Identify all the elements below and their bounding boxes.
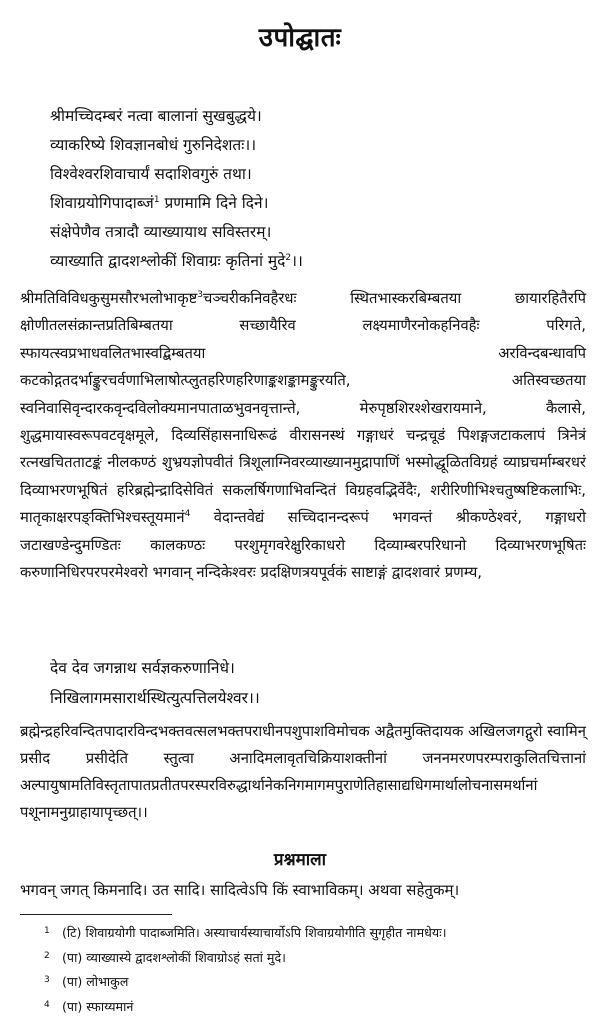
verse-text: व्याख्याति द्वादशश्लोकीं शिवाग्रः कृतिनां मुदे [50,252,286,270]
footnote-marker: 3 [197,290,203,301]
verse-line: व्याकरिष्ये शिवज्ञानबोधं गुरुनिदेशतः।। [50,136,257,154]
main-paragraph [20,285,586,586]
footnote-number: 3 [44,975,50,986]
footnotes [44,921,584,1019]
verse-line: देव देव जगन्नाथ सर्वज्ञकरुणानिधे। [50,659,235,677]
footnote [44,995,584,1020]
verse-line: निखिलागमसारार्थस्थित्युत्पत्तिलयेश्वर।। [50,689,260,707]
footnote [44,921,584,946]
paragraph-text: श्रीमतिविविधकुसुमसौरभलोभाकृष्ट [20,290,198,307]
footnote-marker: 4 [184,509,191,520]
footnote-text: (पा) स्फाय्यमानं [62,998,134,1014]
footnote-number: 1 [44,926,50,936]
page-title: उपोद्घातः [258,23,342,53]
opening-verse [50,102,570,276]
question-line: भगवन् जगत् किमनादि। उत सादि। सादित्वेऽपि किं स्वाभाविकम्। अथवा सहेतुकम्। [20,881,460,899]
footnote-number: 4 [44,999,50,1010]
invocation-verse [50,653,570,713]
verse-text: शिवाग्रयोगिपादाब्जं [50,194,154,212]
second-paragraph: ब्रह्मेन्द्रहरिवन्दितपादारविन्दभक्तवत्सलभक्तपराधीनपशुपाशविमोचक अद्वैतमुक्तिदायक अखिलजगद्गुरो स्वामिन् प्रसीद प्रसीदेति स्तुत्वा अनादिमलावृतचिक्रियाशक्तीनां जननमरणपरम्पराकुलितचित्तानां अल्पायुषामतिविस्तृतापातप्रतीतपरस्परविरुद्धार्थानेकनिगमागमपुराणेतिहासाद्यधिगमार्थालोचनासमर्थानां पशूनामनुग्राहायापृच्छत्।। [20,723,586,821]
verse-line: श्रीमच्चिदम्बरं नत्वा बालानां सुखबुद्धये। [50,107,262,125]
footnote-text: (टि) शिवाग्रयोगी पादाब्जमिति। अस्याचार्यस्याचार्योऽपि शिवाग्रयोगीति सुगृहीत नामधेयः। [62,925,447,940]
footnote [44,946,584,971]
verse-line: विश्वेश्वरशिवाचार्यं सदाशिवगुरुं तथा। [50,165,252,183]
footnote-marker: 1 [153,194,160,205]
footnote-text: (पा) लोभाकुल [62,974,129,990]
verse-line [50,247,570,276]
paragraph-text: चञ्चरीकनिवहैरधः स्थितभास्करबिम्बतया छायारहितैरपि क्षोणीतलसंक्रान्तप्रतिबिम्बतया सच्छायैरिव लक्ष्यमाणैरनोकहनिवहैः परिगते, स्फायत्स्वप्रभाधवलितभास्वद्बिम्बतया अरविन्दबन्धावपि कटकोद्गतदर्भाङ्कुरचर्वणाभिलाषोत्प्लुतहरिणहरिणाङ्कशङ्कामङ्कुरयति, अतिस्वच्छतया स्वनिवासिवृन्दारकवृन्दविलोक्यमानपाताळभुवनवृत्तान्ते, मेरुपृष्ठशिरश्शेखरायमाने, कैलासे, शुद्धमायास्वरूपवटवृक्षमूले, दिव्यसिंहासनाधिरूढं वीरासनस्थं गङ्गाधरं चन्द्रचूडं पिशङ्गजटाकलापं त्रिनेत्रं रत्नखचितताटङ्कं नीलकण्ठं शुभ्रयज्ञोपवीतं त्रिशूलाग्निवरव्याख्यानमुद्रापाणिं भस्मोद्धूळितविग्रहं व्याघ्रचर्माम्बरधरं दिव्याभरणभूषितं हरिब्रह्मेन्द्रादिसेवितं सकलर्षिगणाभिवन्दितं विग्रहवद्भिर्वेदैः, शरीरिणीभिश्चतुष्षष्टिकलाभिः, मातृकाक्षरपङ्क्तिभिश्चस्तूयमानं [20,290,586,527]
paragraph-text: वेदान्तवेद्यं सच्चिदानन्दरूपं भगवन्तं श्रीकण्ठेश्वरं, गङ्गाधरो जटाखण्डेन्दुमण्डितः कालकण्ठः परशुमृगवरेक्षुरिकाधरो दिव्याम्बरपरिधानो दिव्याभरणभूषितः करुणानिधिरपरपरमेश्वरो भगवान् नन्दिकेश्वरः प्रदक्षिणत्रयपूर्वकं साष्टाङ्गं द्वादशवारं प्रणम्य, [20,509,586,582]
footnote-text: (पा) व्याख्यास्ये द्वादशश्लोकीं शिवाग्रोऽहं सतां मुदे। [62,949,286,965]
footnote-divider [20,914,172,915]
verse-text: प्रणमामि दिने दिने। [164,194,269,212]
footnote-marker: 2 [285,252,292,263]
verse-text: ।। [291,252,303,270]
footnote-number: 2 [44,950,50,961]
section-heading: प्रश्नमाला [273,850,327,870]
verse-line: संक्षेपेणैव तत्रादौ व्याख्यायाथ सविस्तरम्। [50,223,272,241]
footnote [44,970,584,995]
verse-line [50,189,570,218]
